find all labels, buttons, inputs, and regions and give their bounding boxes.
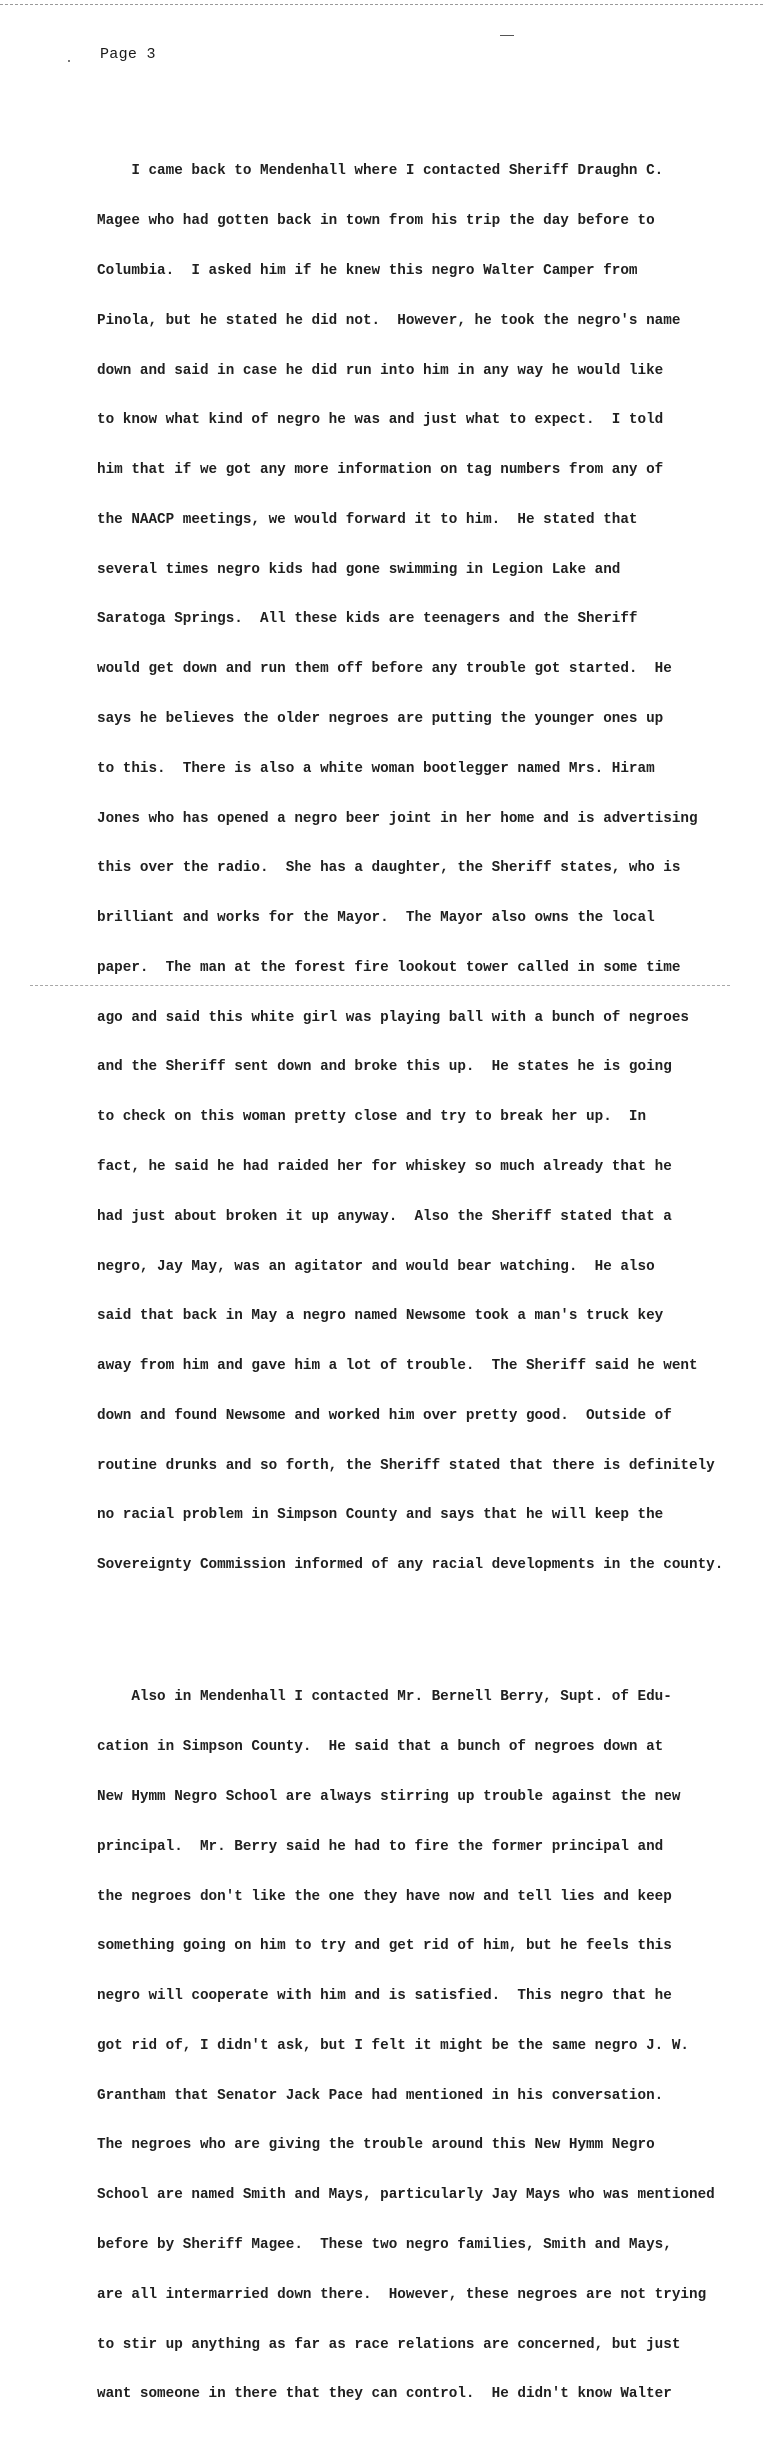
text-line: principal. Mr. Berry said he had to fire the former principal and [97, 1838, 664, 1855]
text-line: I came back to Mendenhall where I contacted Sheriff Draughn C. [97, 163, 664, 180]
text-line: would get down and run them off before any trouble got started. He [97, 661, 672, 678]
text-line: the NAACP meetings, we would forward it to him. He stated that [97, 511, 638, 528]
text-line: School are named Smith and Mays, particularly Jay Mays who was mentioned [97, 2187, 715, 2204]
bottom-scan-edge [30, 985, 730, 986]
text-line: said that back in May a negro named Newsome took a man's truck key [97, 1308, 664, 1325]
text-line: paper. The man at the forest fire lookout tower called in some time [97, 959, 681, 976]
text-line: Columbia. I asked him if he knew this negro Walter Camper from [97, 262, 638, 279]
text-line: says he believes the older negroes are putting the younger ones up [97, 710, 664, 727]
text-line: cation in Simpson County. He said that a bunch of negroes down at [97, 1739, 664, 1756]
text-line: ago and said this white girl was playing ball with a bunch of negroes [97, 1009, 689, 1026]
text-line: to this. There is also a white woman bootlegger named Mrs. Hiram [97, 760, 655, 777]
text-line: brilliant and works for the Mayor. The Mayor also owns the local [97, 910, 655, 927]
paragraph-superintendent-contact [97, 1656, 757, 2436]
text-line: before by Sheriff Magee. These two negro families, Smith and Mays, [97, 2237, 672, 2253]
text-line: to know what kind of negro he was and just what to expect. I told [97, 412, 664, 429]
text-line: him that if we got any more information on tag numbers from any of [97, 462, 664, 479]
text-line: to check on this woman pretty close and try to break her up. In [97, 1109, 647, 1126]
text-line: to stir up anything as far as race relations are concerned, but just [97, 2336, 681, 2353]
text-line: are all intermarried down there. However, these negroes are not trying [97, 2286, 707, 2303]
paragraph-sheriff-contact [97, 130, 757, 1607]
text-line: Saratoga Springs. All these kids are teenagers and the Sheriff [97, 611, 638, 628]
document-body [97, 97, 757, 2453]
text-line: Also in Mendenhall I contacted Mr. Bernell Berry, Supt. of Edu- [97, 1689, 672, 1706]
text-line: away from him and gave him a lot of trouble. The Sheriff said he went [97, 1358, 698, 1375]
text-line: fact, he said he had raided her for whiskey so much already that he [97, 1159, 672, 1175]
text-line: Pinola, but he stated he did not. However, he took the negro's name [97, 312, 681, 329]
text-line: negro, Jay May, was an agitator and would bear watching. He also [97, 1258, 655, 1275]
scan-speck [68, 60, 70, 62]
scan-mark [500, 35, 514, 36]
text-line: New Hymm Negro School are always stirring up trouble against the new [97, 1788, 681, 1805]
text-line: Magee who had gotten back in town from his trip the day before to [97, 213, 655, 230]
text-line: down and said in case he did run into him in any way he would like [97, 362, 664, 379]
text-line: something going on him to try and get rid of him, but he feels this [97, 1938, 672, 1955]
text-line: The negroes who are giving the trouble around this New Hymm Negro [97, 2137, 655, 2154]
text-line: this over the radio. She has a daughter, the Sheriff states, who is [97, 860, 681, 877]
text-line: the negroes don't like the one they have now and tell lies and keep [97, 1888, 672, 1905]
top-scan-edge [0, 4, 763, 5]
text-line: down and found Newsome and worked him over pretty good. Outside of [97, 1407, 672, 1424]
text-line: Jones who has opened a negro beer joint in her home and is advertising [97, 810, 698, 827]
text-line: had just about broken it up anyway. Also the Sheriff stated that a [97, 1208, 672, 1225]
text-line: Sovereignty Commission informed of any racial developments in the county. [97, 1557, 724, 1574]
text-line: got rid of, I didn't ask, but I felt it might be the same negro J. W. [97, 2037, 689, 2054]
text-line: Grantham that Senator Jack Pace had mentioned in his conversation. [97, 2087, 664, 2104]
text-line: want someone in there that they can control. He didn't know Walter [97, 2386, 672, 2403]
text-line: negro will cooperate with him and is satisfied. This negro that he [97, 1988, 672, 2005]
text-line: routine drunks and so forth, the Sheriff stated that there is definitely [97, 1457, 715, 1474]
text-line: several times negro kids had gone swimming in Legion Lake and [97, 561, 621, 578]
text-line: and the Sheriff sent down and broke this up. He states he is going [97, 1059, 672, 1076]
text-line: no racial problem in Simpson County and says that he will keep the [97, 1507, 664, 1524]
page-number: Page 3 [100, 46, 156, 63]
